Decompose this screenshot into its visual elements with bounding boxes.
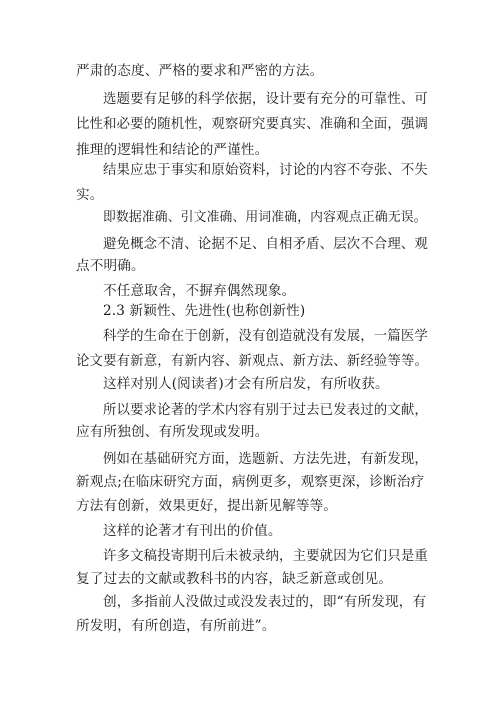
paragraph-line: 结果应忠于事实和原始资料，讨论的内容不夸张、不失	[103, 163, 428, 178]
text-line: 实。	[76, 187, 104, 203]
text-line: 所发明，有所创造，有所前进”。	[76, 618, 276, 634]
text-line: 论文要有新意，有新内容、新观点、新方法、新经验等等。	[76, 354, 428, 369]
text-line: 方法有创新，效果更好，提出新见解等等。	[76, 498, 338, 514]
text-line: 严肃的态度、严格的要求和严密的方法。	[76, 63, 324, 79]
paragraph-line: 所以要求论著的学术内容有别于过去已发表过的文献，	[103, 403, 428, 418]
text-line: 复了过去的文献或教科书的内容，缺乏新意或创见。	[76, 571, 393, 587]
paragraph-line: 许多文稿投寄期刊后未被录纳，主要就因为它们只是重	[103, 549, 428, 564]
paragraph-line: 科学的生命在于创新，没有创造就没有发展，一篇医学	[103, 329, 428, 344]
paragraph-line: 例如在基础研究方面，选题新、方法先进，有新发现，	[103, 452, 428, 467]
paragraph-line: 这样对别人(阅读者)才会有所启发，有所收获。	[103, 376, 389, 392]
text-line: 点不明确。	[76, 258, 145, 274]
text-line: 推理的逻辑性和结论的严谨性。	[76, 142, 269, 158]
text-line: 比性和必要的随机性，观察研究要真实、准确和全面，强调	[76, 117, 428, 132]
paragraph-line: 即数据准确、引文准确、用词准确，内容观点正确无误。	[103, 210, 427, 225]
paragraph-line: 避免概念不清、论据不足、自相矛盾、层次不合理、观	[103, 237, 428, 252]
text-line: 新观点;在临床研究方面，病例更多，观察更深，诊断治疗	[76, 474, 425, 490]
paragraph-line: 创，多指前人没做过或没发表过的，即“有所发现，有	[103, 594, 427, 610]
text-line: 应有所独创、有所发现或发明。	[76, 424, 269, 440]
paragraph-line: 不任意取舍，不摒弃偶然现象。	[103, 283, 296, 299]
paragraph-line: 选题要有足够的科学依据，设计要有充分的可靠性、可	[103, 92, 428, 107]
section-heading: 2.3 新颖性、先进性(也称创新性)	[103, 303, 306, 319]
paragraph-line: 这样的论著才有刊出的价值。	[103, 523, 282, 539]
